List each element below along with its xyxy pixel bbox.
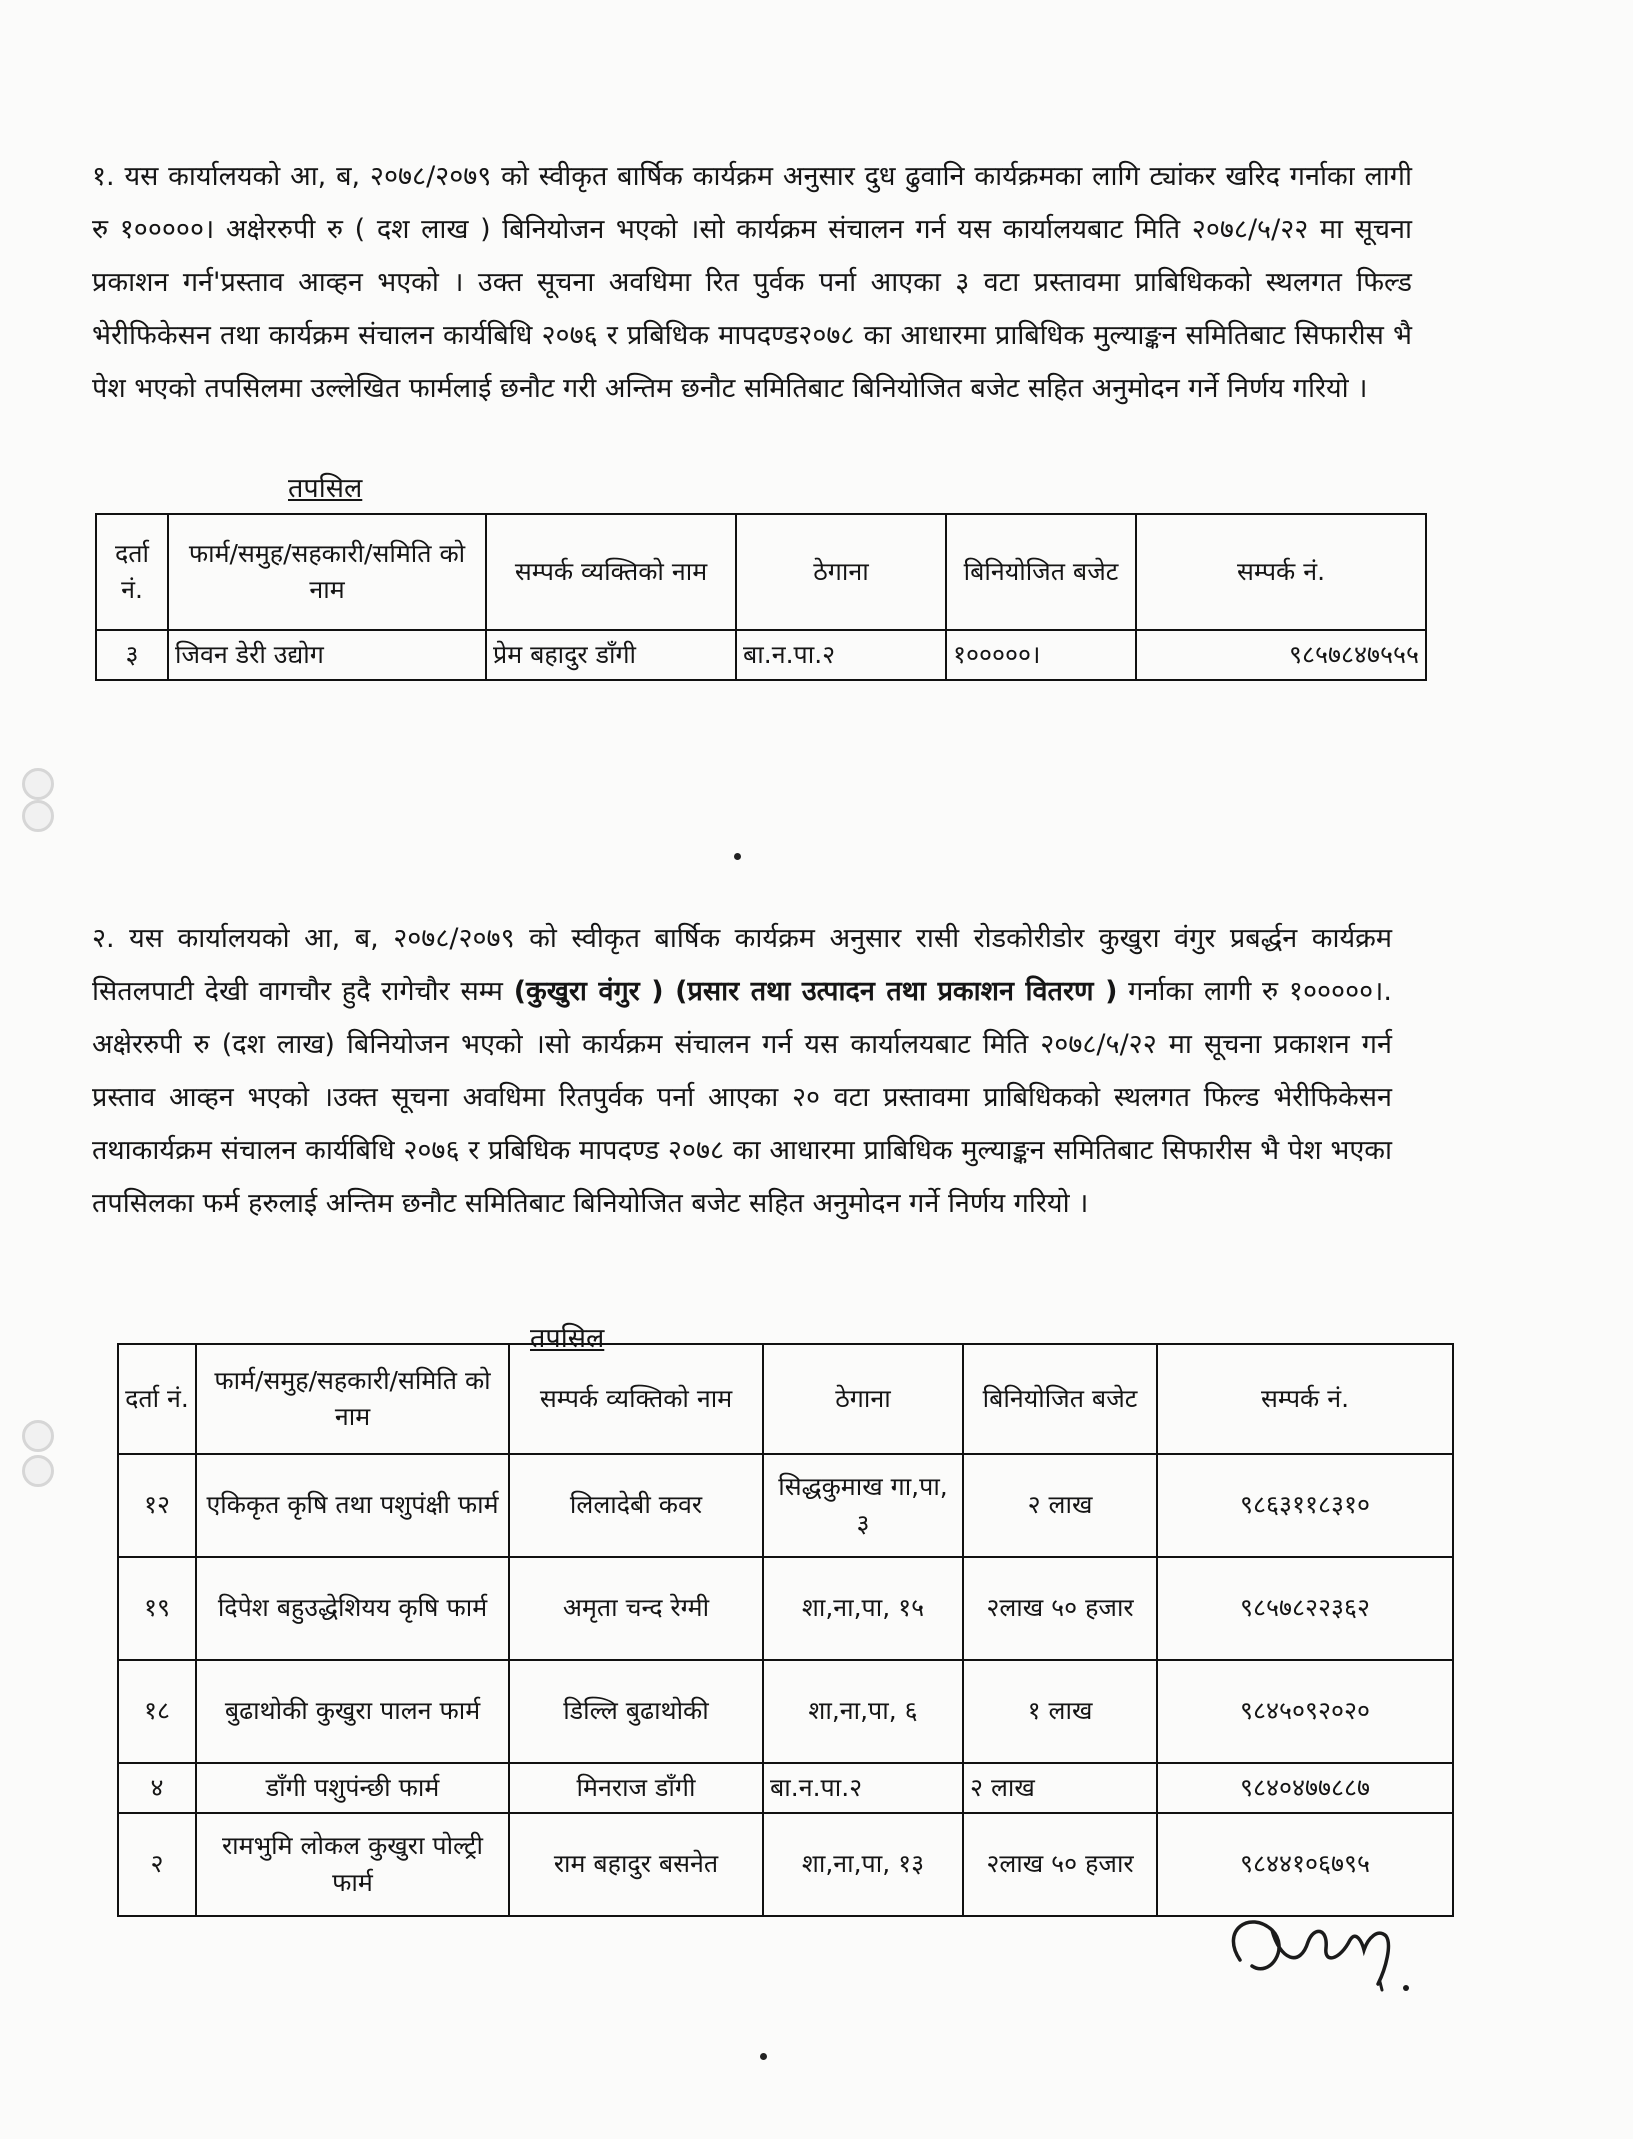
cell-contact-no: ९८४०४७७८८७ [1157,1763,1453,1813]
header-contact-no: सम्पर्क नं. [1136,514,1426,630]
handwritten-signature-icon [1210,1890,1440,2010]
cell-budget: २लाख ५० हजार [963,1813,1157,1916]
punch-hole [22,800,54,832]
cell-address: शा,ना,पा, १५ [763,1557,963,1660]
header-contact-person: सम्पर्क व्यक्तिको नाम [509,1344,763,1454]
cell-reg-no: ३ [96,630,168,680]
cell-address: बा.न.पा.२ [763,1763,963,1813]
table-header-row [118,1344,1453,1454]
cell-farm-name: डाँगी पशुपंन्छी फार्म [196,1763,509,1813]
cell-contact-no: ९८६३११८३१० [1157,1454,1453,1557]
cell-contact-person: मिनराज डाँगी [509,1763,763,1813]
header-address: ठेगाना [763,1344,963,1454]
section2-paragraph-intro: २. यस कार्यालयको आ, ब, २०७८/२०७९ को स्वीकृत बार्षिक कार्यक्रम अनुसार रासी रोडकोरीडोर कुखुरा वंगुर प्रबर्द्धन कार्यक्रम सितलपाटी देखी वागचौर हुदै रागेचौर सम्म [92,923,1392,1007]
punch-hole [22,1420,54,1452]
cell-address: शा,ना,पा, १३ [763,1813,963,1916]
cell-contact-no: ९८५७८२२३६२ [1157,1557,1453,1660]
cell-farm-name: बुढाथोकी कुखुरा पालन फार्म [196,1660,509,1763]
table-row [118,1454,1453,1557]
cell-contact-no: ९८४५०९२०२० [1157,1660,1453,1763]
cell-budget: २ लाख [963,1454,1157,1557]
table-row [118,1763,1453,1813]
header-contact-no: सम्पर्क नं. [1157,1344,1453,1454]
section2-caption: तपसिल [530,1323,605,1354]
cell-contact-person: प्रेम बहादुर डाँगी [486,630,736,680]
header-budget: बिनियोजित बजेट [963,1344,1157,1454]
cell-contact-no: ९८४४१०६७९५ [1157,1813,1453,1916]
cell-reg-no: ४ [118,1763,196,1813]
cell-farm-name: रामभुमि लोकल कुखुरा पोल्ट्री फार्म [196,1813,509,1916]
cell-budget: १ लाख [963,1660,1157,1763]
punch-hole [22,1455,54,1487]
cell-address: बा.न.पा.२ [736,630,946,680]
cell-contact-person: डिल्लि बुढाथोकी [509,1660,763,1763]
cell-reg-no: १२ [118,1454,196,1557]
header-reg-no: दर्ता नं. [96,514,168,630]
section2-paragraph-body: गर्नाका लागी रु १०००००।. अक्षेररुपी रु (दश लाख) बिनियोजन भएको ।सो कार्यक्रम संचालन गर्न यस कार्यालयबाट मिति २०७८/५/२२ मा सूचना प्रकाशन गर्न प्रस्ताव आव्हन भएको ।उक्त सूचना अवधिमा रितपुर्वक पर्ना आएका २० वटा प्रस्तावमा प्राबिधिकको स्थलगत फिल्ड भेरीफिकेसन तथाकार्यक्रम संचालन कार्यबिधि २०७६ र प्रबिधिक मापदण्ड २०७८ का आधारमा प्राबिधिक मुल्याङ्कन समितिबाट सिफारीस भै पेश भएका तपसिलका फर्म हरुलाई अन्तिम छनौट समितिबाट बिनियोजित बजेट सहित अनुमोदन गर्ने निर्णय गरियो । [92,976,1392,1219]
punch-hole [22,768,54,800]
header-farm-name: फार्म/समुह/सहकारी/समिति को नाम [168,514,486,630]
table-header-row [96,514,1426,630]
cell-budget: २लाख ५० हजार [963,1557,1157,1660]
cell-contact-no: ९८५७८४७५५५ [1136,630,1426,680]
cell-reg-no: १९ [118,1557,196,1660]
cell-farm-name: दिपेश बहुउद्धेशियय कृषि फार्म [196,1557,509,1660]
cell-farm-name: जिवन डेरी उद्योग [168,630,486,680]
section2-paragraph-bold: (कुखुरा वंगुर ) (प्रसार तथा उत्पादन तथा प्रकाशन वितरण ) [513,976,1118,1007]
section1-paragraph: १. यस कार्यालयको आ, ब, २०७८/२०७९ को स्वीकृत बार्षिक कार्यक्रम अनुसार दुध ढुवानि कार्यक्रमका लागि ट्यांकर खरिद गर्नाका लागी रु १०००००। अक्षेररुपी रु ( दश लाख ) बिनियोजन भएको ।सो कार्यक्रम संचालन गर्न यस कार्यालयबाट मिति २०७८/५/२२ मा सूचना प्रकाशन गर्न'प्रस्ताव आव्हन भएको । उक्त सूचना अवधिमा रित पुर्वक पर्ना आएका ३ वटा प्रस्तावमा प्राबिधिकको स्थलगत फिल्ड भेरीफिकेसन तथा कार्यक्रम संचालन कार्यबिधि २०७६ र प्रबिधिक मापदण्ड२०७८ का आधारमा प्राबिधिक मुल्याङ्कन समितिबाट सिफारीस भै पेश भएको तपसिलमा उल्लेखित फार्मलाई छनौट गरी अन्तिम छनौट समितिबाट बिनियोजित बजेट सहित अनुमोदन गर्ने निर्णय गरियो । [92,161,1412,404]
cell-contact-person: लिलादेबी कवर [509,1454,763,1557]
cell-farm-name: एकिकृत कृषि तथा पशुपंक्षी फार्म [196,1454,509,1557]
table-row [96,630,1426,680]
cell-budget: २ लाख [963,1763,1157,1813]
cell-reg-no: १८ [118,1660,196,1763]
table-row [118,1660,1453,1763]
cell-contact-person: अमृता चन्द रेग्मी [509,1557,763,1660]
table-row [118,1557,1453,1660]
header-address: ठेगाना [736,514,946,630]
header-budget: बिनियोजित बजेट [946,514,1136,630]
cell-reg-no: २ [118,1813,196,1916]
scan-dot [760,2053,767,2060]
cell-address: शा,ना,पा, ६ [763,1660,963,1763]
cell-address: सिद्धकुमाख गा,पा, ३ [763,1454,963,1557]
cell-budget: १०००००। [946,630,1136,680]
cell-contact-person: राम बहादुर बसनेत [509,1813,763,1916]
section1-table [95,513,1427,681]
section1-caption: तपसिल [288,473,363,504]
header-farm-name: फार्म/समुह/सहकारी/समिति को नाम [196,1344,509,1454]
scan-dot [734,853,741,860]
header-contact-person: सम्पर्क व्यक्तिको नाम [486,514,736,630]
section2-paragraph [92,912,1392,1230]
section2-table [117,1343,1454,1917]
header-reg-no: दर्ता नं. [118,1344,196,1454]
